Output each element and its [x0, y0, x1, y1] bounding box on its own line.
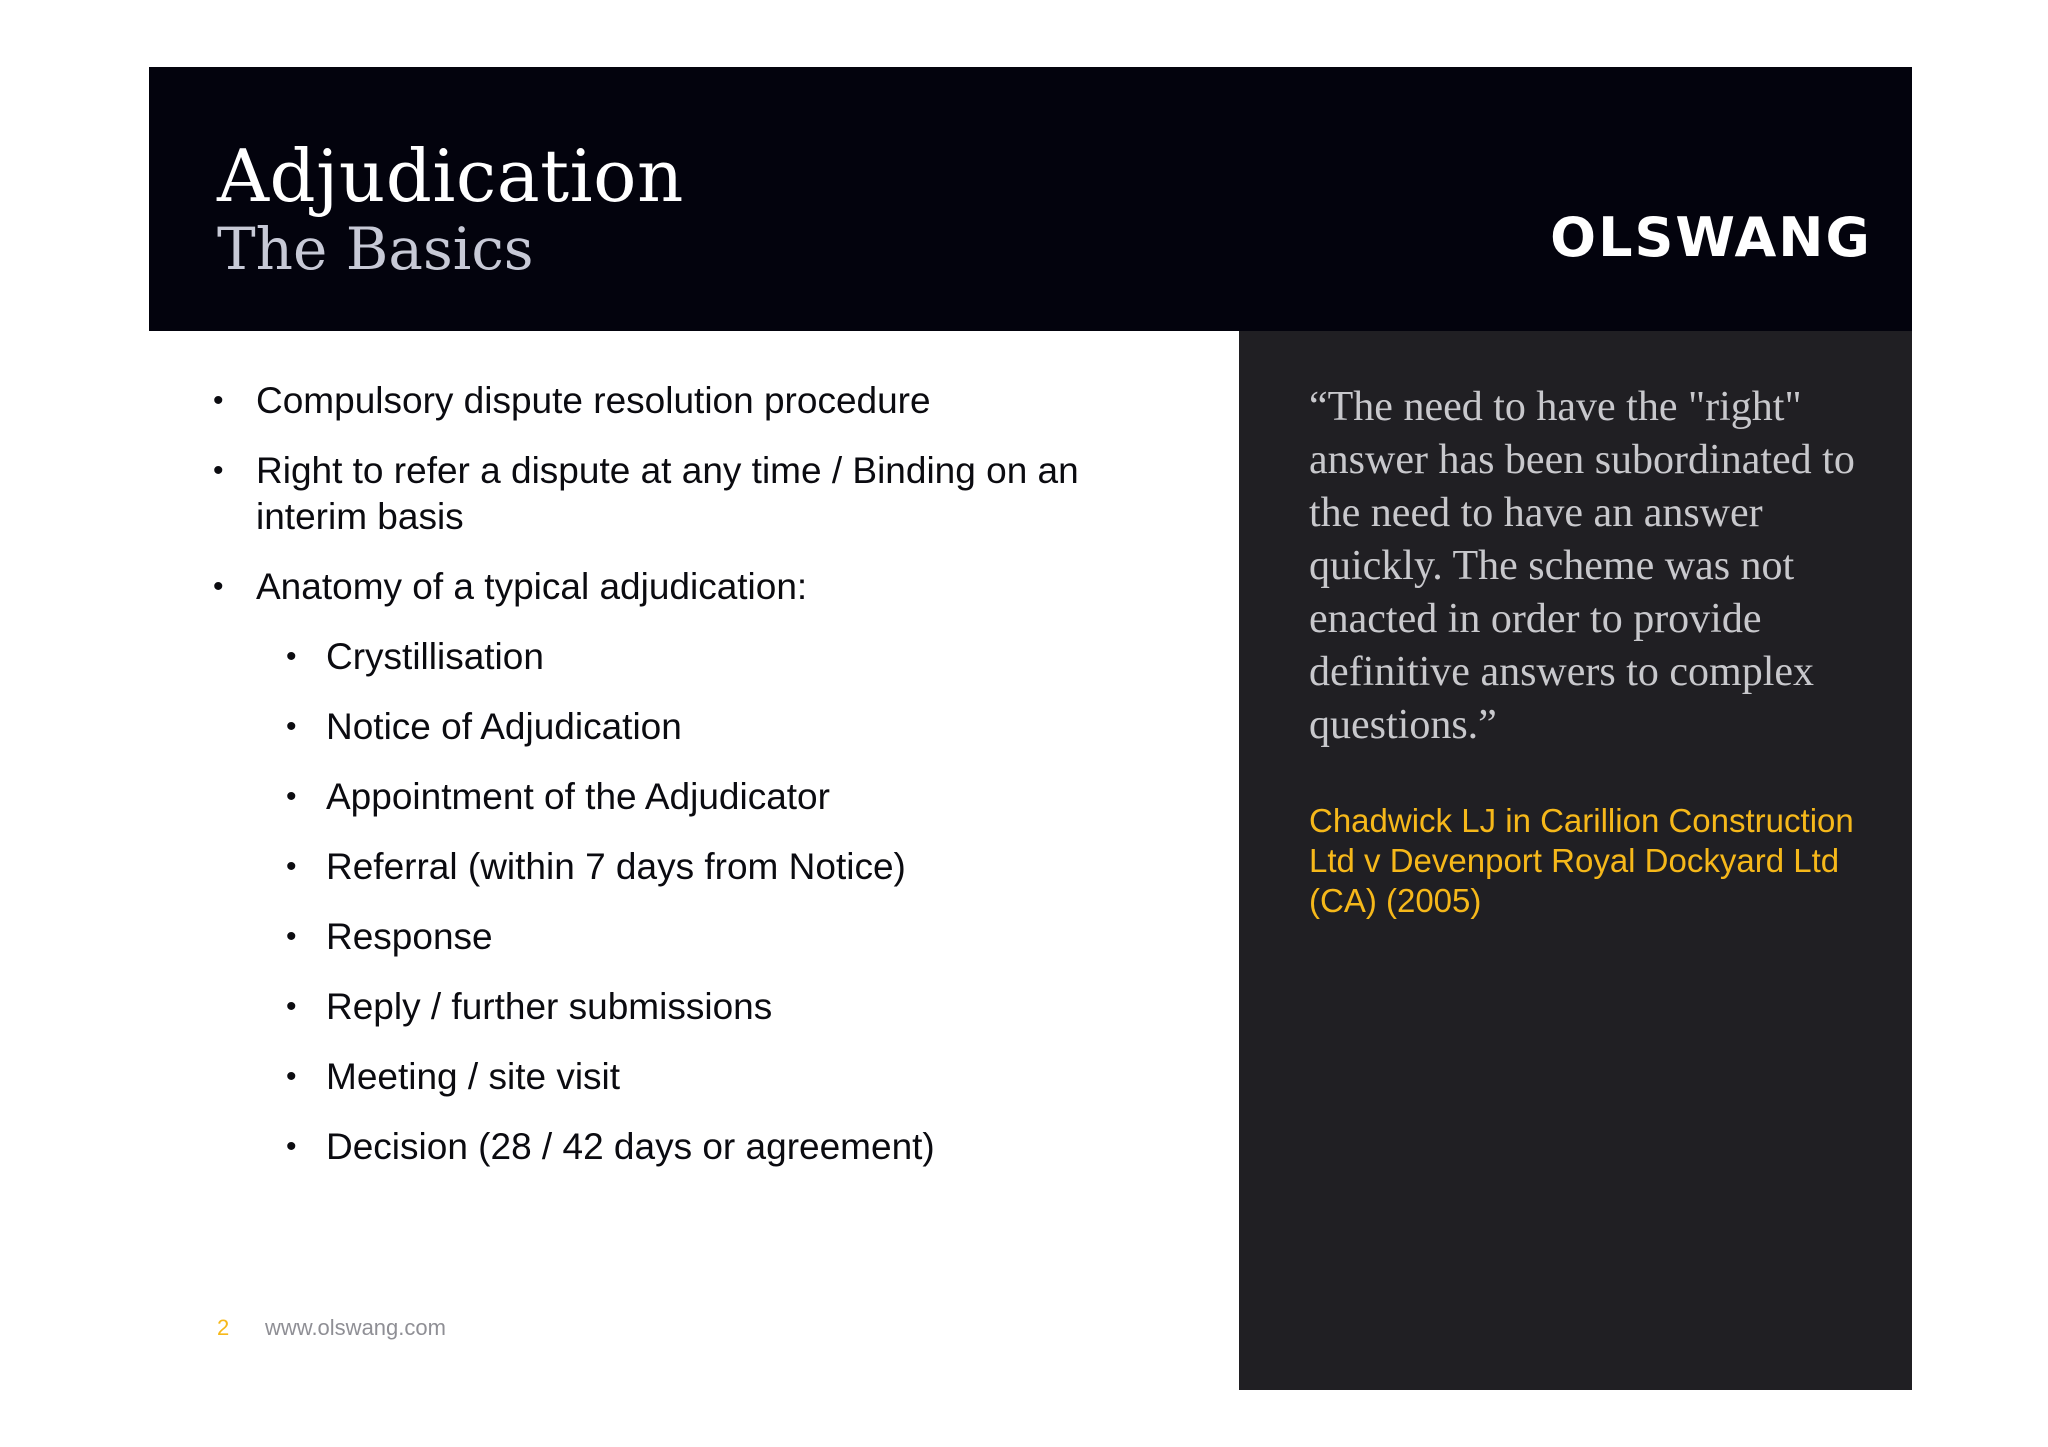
sub-bullet-item: • Decision (28 / 42 days or agreement): [286, 1124, 1173, 1170]
page-number: 2: [217, 1315, 230, 1340]
quote-text: “The need to have the "right" answer has been subordinated to the need to have an answer quickly. The scheme was not enacted in order to provide definitive answers to complex questions.”: [1309, 384, 1855, 748]
sub-bullet-item: • Response: [286, 914, 1173, 960]
quote-citation: Chadwick LJ in Carillion Construction Ltd v Devenport Royal Dockyard Ltd (CA) (2005): [1309, 802, 1854, 919]
bullet-item-label: Anatomy of a typical adjudication:: [256, 566, 808, 607]
bullet-item: [213, 564, 1173, 1170]
sub-bullet-item: • Appointment of the Adjudicator: [286, 774, 1173, 820]
bullet-item: • Right to refer a dispute at any time / Binding on an interim basis: [213, 448, 1156, 540]
slide-title: Adjudication: [217, 134, 684, 218]
header-band: [149, 67, 1912, 331]
footer-url: www.olswang.com: [265, 1315, 446, 1340]
sub-bullet-item: • Notice of Adjudication: [286, 704, 1173, 750]
bullet-list: [213, 378, 1173, 1194]
sub-bullet-list: [256, 634, 1173, 1170]
olswang-logo: OLSWANG: [1550, 205, 1872, 269]
quote-panel: [1239, 331, 1912, 1390]
sub-bullet-item: • Referral (within 7 days from Notice): [286, 844, 1173, 890]
sub-bullet-item: • Crystillisation: [286, 634, 1173, 680]
slide-subtitle: The Basics: [217, 215, 534, 283]
bullet-item: • Compulsory dispute resolution procedure: [213, 378, 1173, 424]
sub-bullet-item: • Reply / further submissions: [286, 984, 1173, 1030]
sub-bullet-item: • Meeting / site visit: [286, 1054, 1173, 1100]
